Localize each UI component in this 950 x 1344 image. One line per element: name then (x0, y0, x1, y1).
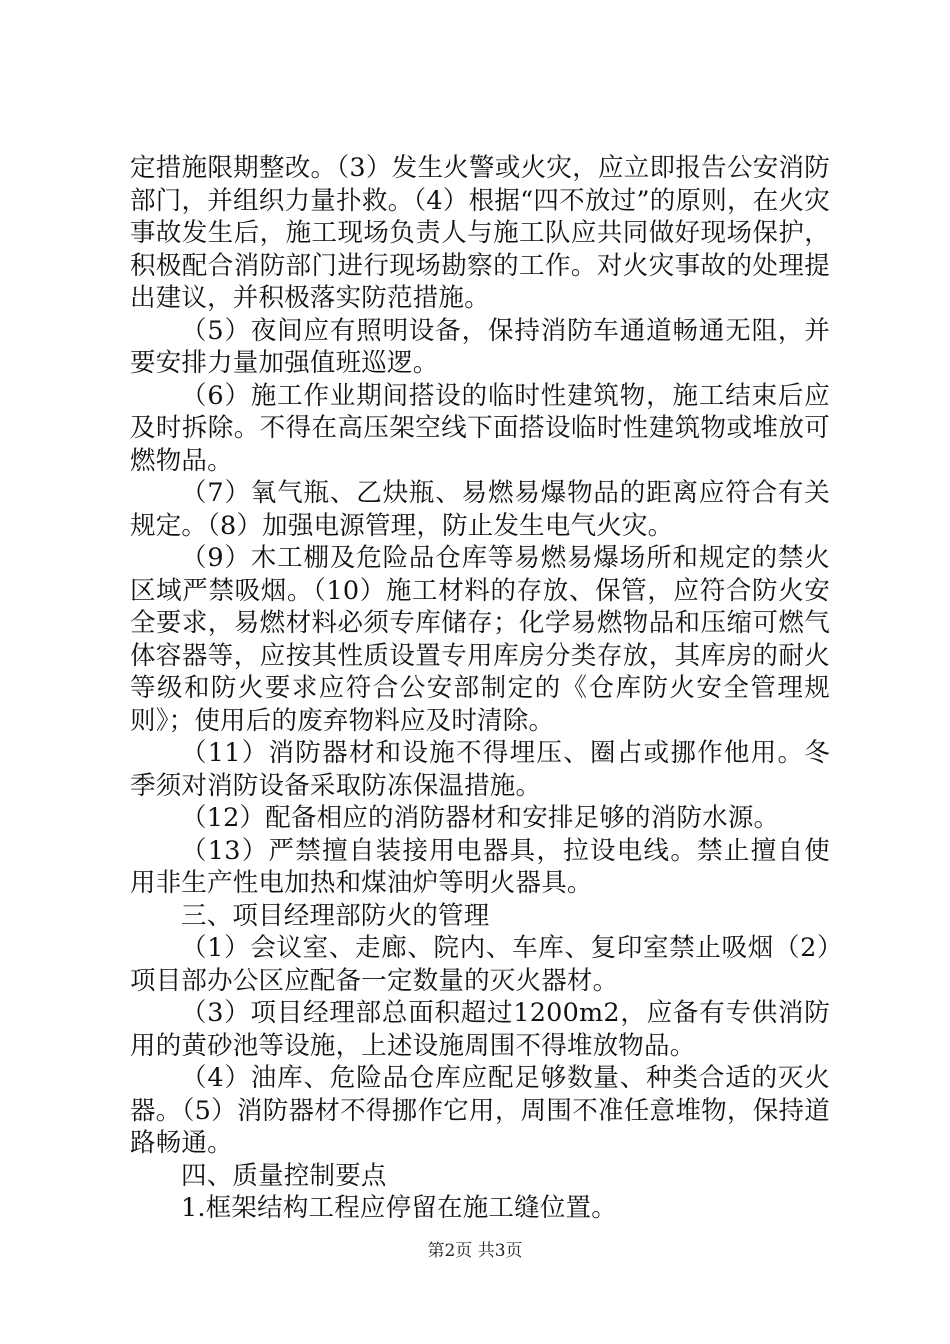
paragraph-2: （5）夜间应有照明设备，保持消防车通道畅通无阻，并要安排力量加强值班巡逻。 (130, 315, 830, 378)
paragraph-12: 1.框架结构工程应停留在施工缝位置。 (181, 1193, 617, 1223)
paragraph-7: （12）配备相应的消防器材和安排足够的消防水源。 (181, 803, 780, 833)
section-heading-4: 四、质量控制要点 (181, 1160, 387, 1191)
paragraph-4: （7）氧气瓶、乙炔瓶、易燃易爆物品的距离应符合有关规定。（8）加强电源管理，防止发生电气火灾。 (130, 478, 830, 541)
paragraph-11: （4）油库、危险品仓库应配足够数量、种类合适的灭火器。（5）消防器材不得挪作它用，周围不准任意堆物，保持道路畅通。 (130, 1063, 830, 1158)
document-body (130, 152, 830, 1225)
paragraph-5: （9）木工棚及危险品仓库等易燃易爆场所和规定的禁火区域严禁吸烟。（10）施工材料的存放、保管，应符合防火安全要求，易燃材料必须专库储存；化学易燃物品和压缩可燃气体容器等，应按其性质设置专用库房分类存放，其库房的耐火等级和防火要求应符合公安部制定的《仓库防火安全管理规则》；使用后的废弃物料应及时清除。 (130, 543, 830, 736)
paragraph-6: （11）消防器材和设施不得埋压、圈占或挪作他用。冬季须对消防设备采取防冻保温措施。 (130, 738, 830, 801)
paragraph-3: （6）施工作业期间搭设的临时性建筑物，施工结束后应及时拆除。不得在高压架空线下面搭设临时性建筑物或堆放可燃物品。 (130, 380, 830, 476)
paragraph-10: （3）项目经理部总面积超过1200m2，应备有专供消防用的黄砂池等设施，上述设施周围不得堆放物品。 (130, 998, 830, 1061)
paragraph-9: （1）会议室、走廊、院内、车库、复印室禁止吸烟（2）项目部办公区应配备一定数量的灭火器材。 (130, 933, 830, 996)
page-footer (0, 1240, 950, 1262)
paragraph-1: 定措施限期整改。（3）发生火警或火灾，应立即报告公安消防部门，并组织力量扑救。（4）根据“四不放过”的原则，在火灾事故发生后，施工现场负责人与施工队应共同做好现场保护，积极配合消防部门进行现场勘察的工作。对火灾事故的处理提出建议，并积极落实防范措施。 (130, 153, 830, 313)
paragraph-8: （13）严禁擅自装接用电器具，拉设电线。禁止擅自使用非生产性电加热和煤油炉等明火器具。 (130, 835, 830, 898)
page-number-label: 第2页 共3页 (427, 1241, 523, 1261)
section-heading-3: 三、项目经理部防火的管理 (181, 900, 490, 931)
